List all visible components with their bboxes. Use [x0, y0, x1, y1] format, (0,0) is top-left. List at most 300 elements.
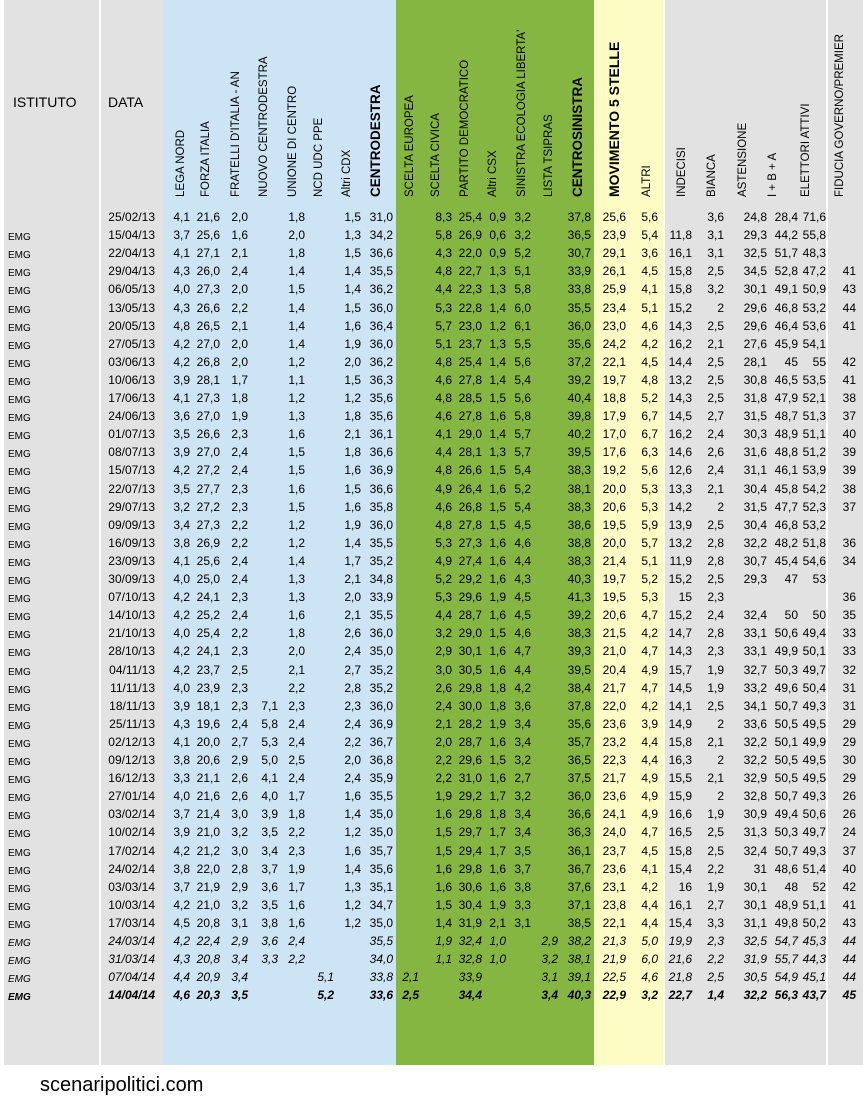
- cell-astensione: 31,5: [743, 409, 767, 424]
- cell-bianca: 2,5: [707, 372, 724, 387]
- cell-ibaa: 44,2: [774, 228, 798, 243]
- cell-data: 10/02/14: [108, 825, 155, 840]
- cell-m5s: 22,1: [602, 354, 626, 369]
- cell-lega-nord: 3,4: [173, 517, 190, 532]
- cell-centrodestra: 34,2: [369, 228, 393, 243]
- cell-lega-nord: 3,8: [173, 861, 190, 876]
- cell-altri-cdx: 1,7: [344, 553, 361, 568]
- cell-altri: 4,4: [641, 753, 658, 767]
- cell-istituto: EMG: [8, 883, 31, 895]
- cell-fdi: 1,9: [231, 409, 248, 424]
- cell-istituto: EMG: [8, 757, 31, 768]
- cell-centrodestra: 35,0: [369, 825, 393, 840]
- cell-altri-csx: 1,5: [489, 517, 506, 532]
- cell-altri-cdx: 1,8: [344, 445, 361, 460]
- cell-altri: 4,2: [641, 336, 658, 351]
- cell-fdi: 3,5: [231, 988, 248, 1003]
- cell-m5s: 26,1: [602, 264, 626, 279]
- cell-istituto: EMG: [8, 738, 31, 750]
- cell-elettori: 53,6: [802, 318, 826, 333]
- cell-istituto: EMG: [8, 304, 31, 316]
- cell-ncd: 3,3: [261, 952, 278, 967]
- cell-elettori: 50,1: [802, 644, 826, 659]
- cell-udc: 1,3: [288, 409, 305, 424]
- cell-astensione: 31,6: [743, 445, 767, 460]
- cell-pd: 28,2: [458, 716, 482, 731]
- cell-altri-csx: 1,8: [489, 807, 506, 822]
- cell-fdi: 2,4: [231, 463, 248, 478]
- cell-sel: 4,3: [514, 572, 531, 586]
- cell-altri: 6,7: [641, 409, 658, 424]
- cell-astensione: 30,8: [743, 372, 767, 387]
- cell-indecisi: 21,6: [668, 952, 692, 967]
- cell-data: 10/06/13: [108, 372, 155, 387]
- cell-bianca: 2,5: [707, 970, 724, 985]
- cell-pd: 29,0: [458, 427, 482, 442]
- cell-altri-cdx: 2,4: [344, 644, 361, 659]
- cell-ibaa: 48,6: [774, 861, 798, 876]
- cell-m5s: 21,4: [602, 553, 626, 568]
- cell-istituto: EMG: [8, 847, 31, 859]
- cell-data: 06/05/13: [108, 282, 155, 297]
- cell-ibaa: 48,7: [774, 409, 798, 424]
- cell-forza-italia: 25,0: [196, 572, 220, 586]
- cell-centrosinistra: 38,6: [567, 517, 591, 532]
- cell-altri-csx: 1,0: [489, 934, 506, 948]
- cell-tsipras: 2,9: [541, 934, 558, 948]
- cell-tsipras: 3,1: [541, 970, 558, 985]
- cell-fdi: 2,0: [231, 210, 248, 224]
- cell-centrodestra: 36,8: [369, 753, 393, 767]
- cell-istituto: EMG: [8, 395, 31, 406]
- cell-bianca: 2: [717, 789, 724, 804]
- cell-udc: 2,2: [288, 680, 305, 695]
- cell-data: 27/01/14: [108, 789, 155, 804]
- cell-data: 25/02/13: [108, 210, 155, 224]
- cell-altri: 5,1: [641, 300, 658, 315]
- cell-m5s: 21,5: [602, 626, 626, 641]
- cell-ibaa: 51,7: [774, 246, 798, 261]
- cell-pd: 30,6: [458, 879, 482, 894]
- cell-m5s: 20,0: [602, 535, 626, 550]
- cell-fiducia: 44: [842, 300, 856, 315]
- cell-m5s: 19,2: [602, 463, 626, 478]
- cell-m5s: 23,0: [602, 318, 626, 333]
- cell-m5s: 22,5: [602, 970, 626, 985]
- cell-ncd: 4,0: [261, 789, 278, 804]
- cell-data: 18/11/13: [109, 698, 155, 713]
- header-centrodestra: CENTRODESTRA: [368, 84, 383, 197]
- cell-altri-cdx: 1,5: [344, 246, 361, 261]
- cell-altri: 4,5: [641, 843, 658, 858]
- cell-centrodestra: 35,0: [369, 915, 393, 930]
- cell-centrosinistra: 36,0: [567, 318, 591, 333]
- cell-udc: 2,3: [288, 843, 305, 858]
- cell-altri-csx: 1,5: [489, 626, 506, 641]
- cell-scelta-civica: 4,9: [435, 481, 452, 496]
- cell-ibaa: 50,5: [774, 716, 798, 731]
- cell-elettori: 47,2: [802, 264, 826, 279]
- header-istituto: ISTITUTO: [13, 94, 77, 110]
- cell-centrosinistra: 36,0: [567, 789, 591, 804]
- cell-lega-nord: 4,1: [173, 734, 190, 749]
- cell-indecisi: 15,8: [668, 734, 692, 749]
- cell-elettori: 52,3: [802, 499, 826, 514]
- cell-lega-nord: 4,3: [173, 264, 190, 279]
- cell-astensione: 24,8: [743, 210, 767, 224]
- cell-fiducia: 45: [842, 988, 856, 1003]
- cell-altri: 6,7: [641, 427, 658, 442]
- cell-lega-nord: 3,8: [173, 535, 190, 550]
- cell-data: 23/09/13: [108, 553, 155, 568]
- cell-centrosinistra: 37,6: [567, 879, 591, 894]
- cell-centrosinistra: 39,5: [567, 662, 591, 677]
- cell-bianca: 2,8: [707, 553, 724, 568]
- cell-sel: 3,8: [514, 879, 531, 894]
- cell-indecisi: 21,8: [668, 970, 692, 985]
- cell-istituto: EMG: [8, 431, 31, 443]
- cell-pd: 28,7: [458, 608, 482, 623]
- cell-istituto: EMG: [8, 630, 31, 642]
- cell-altri-csx: 0,6: [489, 228, 506, 243]
- cell-scelta-civica: 1,5: [435, 825, 452, 840]
- cell-ibaa: 49,6: [774, 680, 798, 695]
- cell-pd: 27,8: [458, 372, 482, 387]
- cell-ibaa: 50,6: [774, 626, 798, 641]
- cell-scelta-civica: 1,4: [435, 915, 452, 930]
- cell-fdi: 2,5: [231, 662, 248, 677]
- cell-data: 17/02/14: [108, 843, 155, 858]
- header-ncd: NUOVO CENTRODESTRA: [258, 56, 270, 197]
- cell-ncd: 3,9: [261, 807, 278, 822]
- cell-pd: 31,0: [458, 771, 482, 786]
- cell-m5s: 25,6: [602, 210, 626, 224]
- cell-indecisi: 14,7: [668, 626, 692, 641]
- cell-ibaa: 49,4: [774, 807, 798, 822]
- cell-centrodestra: 34,8: [369, 572, 393, 586]
- cell-centrosinistra: 37,1: [567, 897, 591, 912]
- cell-altri-cdx: 1,5: [344, 372, 361, 387]
- cell-elettori: 45,1: [802, 970, 826, 985]
- cell-indecisi: 15,5: [668, 771, 692, 786]
- cell-elettori: 49,5: [802, 753, 826, 767]
- cell-elettori: 49,7: [802, 825, 826, 840]
- cell-centrosinistra: 39,1: [567, 970, 591, 985]
- cell-fiducia: 41: [842, 372, 856, 387]
- cell-udc: 1,2: [288, 535, 305, 550]
- cell-ibaa: 55,7: [774, 952, 798, 967]
- cell-forza-italia: 20,8: [196, 915, 220, 930]
- cell-ibaa: 45,9: [774, 336, 798, 351]
- cell-bianca: 2,7: [707, 409, 724, 424]
- cell-sel: 3,6: [514, 698, 531, 713]
- cell-forza-italia: 19,6: [196, 716, 220, 731]
- cell-udc: 2,4: [288, 734, 305, 749]
- header-data: DATA: [108, 94, 144, 110]
- cell-sel: 5,5: [514, 336, 531, 351]
- cell-lega-nord: 4,2: [173, 897, 190, 912]
- cell-pd: 22,8: [458, 300, 482, 315]
- cell-astensione: 32,7: [743, 662, 767, 677]
- cell-istituto: EMG: [8, 557, 31, 569]
- cell-pd: 30,4: [458, 897, 482, 912]
- cell-indecisi: 15,2: [668, 300, 692, 315]
- cell-indecisi: 13,2: [668, 535, 692, 550]
- cell-udc: 1,5: [288, 282, 305, 297]
- cell-forza-italia: 20,3: [196, 988, 220, 1003]
- cell-forza-italia: 23,7: [196, 662, 220, 677]
- cell-forza-italia: 26,8: [196, 354, 220, 369]
- cell-udc: 2,5: [288, 753, 305, 767]
- header-sel: SINISTRA ECOLOGIA LIBERTA': [516, 29, 528, 197]
- cell-centrodestra: 33,8: [369, 970, 393, 985]
- cell-altri-csx: 1,9: [489, 716, 506, 731]
- cell-forza-italia: 27,0: [196, 336, 220, 351]
- cell-scelta-civica: 1,5: [435, 843, 452, 858]
- cell-m5s: 19,7: [602, 372, 626, 387]
- cell-data: 20/05/13: [108, 318, 155, 333]
- cell-data: 08/07/13: [108, 445, 155, 460]
- cell-altri: 5,2: [641, 572, 658, 586]
- cell-udc: 1,2: [288, 391, 305, 405]
- cell-astensione: 30,7: [743, 553, 767, 568]
- cell-pd: 32,8: [458, 952, 482, 967]
- cell-indecisi: 16,1: [668, 897, 692, 912]
- cell-altri-csx: 1,6: [489, 662, 506, 677]
- cell-pd: 29,8: [458, 807, 482, 822]
- cell-data: 22/04/13: [108, 246, 155, 261]
- cell-ibaa: 54,9: [774, 970, 798, 985]
- cell-centrosinistra: 36,3: [567, 825, 591, 840]
- cell-bianca: 2,4: [707, 427, 724, 442]
- cell-pd: 22,3: [458, 282, 482, 297]
- cell-lega-nord: 4,1: [173, 391, 190, 405]
- cell-fdi: 1,8: [231, 391, 248, 405]
- cell-altri-cdx: 1,3: [344, 879, 361, 894]
- cell-fdi: 2,3: [231, 644, 248, 659]
- cell-centrosinistra: 39,3: [567, 644, 591, 659]
- cell-sel: 5,2: [514, 246, 531, 261]
- cell-bianca: 2,8: [707, 535, 724, 550]
- cell-altri-csx: 1,6: [489, 481, 506, 496]
- cell-indecisi: 22,7: [668, 988, 692, 1003]
- cell-altri-cdx: 2,7: [344, 662, 361, 677]
- cell-indecisi: 19,9: [668, 934, 692, 948]
- cell-indecisi: 15,9: [668, 789, 692, 804]
- cell-altri-csx: 1,2: [489, 318, 506, 333]
- cell-altri-csx: 1,6: [489, 734, 506, 749]
- cell-elettori: 51,1: [802, 427, 826, 442]
- header-pd: PARTITO DEMOCRATICO: [459, 59, 471, 197]
- cell-elettori: 49,5: [802, 771, 826, 786]
- cell-fdi: 3,2: [231, 897, 248, 912]
- cell-astensione: 29,3: [743, 228, 767, 243]
- cell-istituto: EMG: [8, 485, 31, 497]
- cell-istituto: EMG: [8, 521, 31, 533]
- cell-fdi: 2,7: [231, 734, 248, 749]
- cell-centrodestra: 36,0: [369, 698, 393, 713]
- cell-altri-cdx: 1,3: [344, 228, 361, 243]
- cell-bianca: 2,4: [707, 608, 724, 623]
- cell-centrodestra: 34,0: [369, 952, 393, 967]
- cell-bianca: 2: [717, 300, 724, 315]
- cell-altri-csx: 1,9: [489, 590, 506, 605]
- cell-altri-cdx: 1,5: [344, 210, 361, 224]
- header-ncd-udc-ppe: NCD UDC PPE: [313, 117, 325, 197]
- cell-astensione: 34,1: [743, 698, 767, 713]
- cell-indecisi: 15,2: [668, 608, 692, 623]
- cell-altri-csx: 1,6: [489, 644, 506, 659]
- cell-altri-cdx: 1,6: [344, 463, 361, 478]
- cell-centrosinistra: 40,3: [567, 572, 591, 586]
- cell-fdi: 2,4: [231, 572, 248, 586]
- cell-udc: 1,8: [288, 626, 305, 641]
- cell-udc: 1,8: [288, 246, 305, 261]
- cell-altri-csx: 1,6: [489, 553, 506, 568]
- header-scelta-civica: SCELTA CIVICA: [430, 113, 442, 197]
- cell-altri: 3,6: [641, 246, 658, 261]
- cell-pd: 31,9: [458, 915, 482, 930]
- cell-istituto: EMG: [8, 865, 31, 877]
- cell-altri-cdx: 1,4: [344, 264, 361, 279]
- cell-pd: 25,4: [458, 354, 482, 369]
- cell-bianca: 2,8: [707, 626, 724, 641]
- cell-fiducia: 37: [842, 843, 856, 858]
- cell-indecisi: 14,2: [668, 499, 692, 514]
- cell-pd: 29,7: [458, 825, 482, 840]
- cell-forza-italia: 22,4: [196, 934, 220, 948]
- cell-udc: 1,7: [288, 879, 305, 894]
- cell-forza-italia: 20,8: [196, 952, 220, 967]
- cell-altri-csx: 1,7: [489, 825, 506, 840]
- cell-lega-nord: 4,1: [173, 246, 190, 261]
- cell-pd: 30,1: [458, 644, 482, 659]
- cell-fiducia: 41: [842, 264, 856, 279]
- cell-fdi: 2,4: [231, 553, 248, 568]
- cell-bianca: 3,6: [707, 210, 724, 224]
- cell-indecisi: 14,5: [668, 680, 692, 695]
- cell-centrosinistra: 38,1: [567, 952, 591, 967]
- cell-fdi: 2,3: [231, 698, 248, 713]
- cell-fiducia: 32: [842, 662, 856, 677]
- cell-istituto: EMG: [8, 901, 31, 913]
- cell-pd: 28,5: [458, 391, 482, 405]
- cell-fiducia: 39: [842, 463, 856, 478]
- cell-forza-italia: 27,3: [196, 282, 220, 297]
- cell-udc: 1,6: [288, 481, 305, 496]
- cell-altri: 5,0: [641, 934, 658, 948]
- cell-sel: 3,4: [514, 807, 531, 822]
- cell-udc: 1,4: [288, 336, 305, 351]
- cell-istituto: EMG: [8, 702, 31, 714]
- cell-altri-cdx: 2,0: [344, 753, 361, 767]
- cell-lega-nord: 4,5: [173, 915, 190, 930]
- cell-fdi: 1,6: [231, 228, 248, 243]
- cell-udc: 1,3: [288, 590, 305, 605]
- cell-sel: 5,8: [514, 282, 531, 297]
- cell-scelta-civica: 4,8: [435, 517, 452, 532]
- cell-astensione: 27,6: [743, 336, 767, 351]
- cell-elettori: 49,3: [802, 843, 826, 858]
- cell-fiducia: 40: [842, 427, 856, 442]
- cell-centrosinistra: 38,1: [567, 481, 591, 496]
- cell-data: 21/10/13: [108, 626, 155, 641]
- cell-m5s: 23,1: [602, 879, 626, 894]
- cell-pd: 29,6: [458, 590, 482, 605]
- cell-fdi: 2,4: [231, 264, 248, 279]
- header-fdi: FRATELLI D'ITALIA - AN: [230, 71, 242, 197]
- cell-istituto: EMG: [8, 793, 31, 805]
- cell-lega-nord: 4,4: [173, 970, 190, 985]
- cell-centrosinistra: 36,7: [567, 861, 591, 876]
- cell-pd: 33,9: [458, 970, 482, 985]
- cell-data: 30/09/13: [108, 572, 155, 586]
- cell-bianca: 1,9: [707, 879, 724, 894]
- cell-m5s: 20,6: [602, 499, 626, 514]
- cell-sel: 4,5: [514, 590, 531, 605]
- cell-bianca: 2,5: [707, 354, 724, 369]
- cell-ibaa: 48,2: [774, 535, 798, 550]
- cell-data: 17/03/14: [108, 915, 155, 930]
- cell-forza-italia: 21,9: [196, 879, 220, 894]
- cell-fdi: 2,6: [231, 771, 248, 786]
- cell-indecisi: 16,6: [668, 807, 692, 822]
- cell-altri-cdx: 1,2: [344, 915, 361, 930]
- cell-m5s: 23,6: [602, 716, 626, 731]
- cell-pd: 27,8: [458, 409, 482, 424]
- cell-sel: 5,6: [514, 391, 531, 405]
- cell-altri: 4,6: [641, 970, 658, 985]
- cell-lega-nord: 4,2: [173, 934, 190, 948]
- cell-sel: 3,2: [514, 789, 531, 804]
- cell-sel: 5,2: [514, 481, 531, 496]
- cell-altri: 4,7: [641, 825, 658, 840]
- cell-centrosinistra: 33,8: [567, 282, 591, 297]
- cell-bianca: 2,2: [707, 861, 724, 876]
- cell-fiducia: 35: [842, 608, 856, 623]
- cell-ncd: 3,5: [261, 825, 278, 840]
- cell-fiducia: 41: [842, 897, 856, 912]
- cell-data: 28/10/13: [108, 644, 155, 659]
- cell-data: 29/07/13: [108, 499, 155, 514]
- cell-m5s: 22,0: [602, 698, 626, 713]
- cell-udc: 2,4: [288, 771, 305, 786]
- cell-tsipras: 3,4: [541, 988, 558, 1003]
- cell-astensione: 33,1: [743, 626, 767, 641]
- cell-pd: 26,8: [458, 499, 482, 514]
- cell-astensione: 32,2: [743, 734, 767, 749]
- cell-indecisi: 15,8: [668, 843, 692, 858]
- cell-bianca: 1,9: [707, 662, 724, 677]
- cell-sel: 5,4: [514, 372, 531, 387]
- cell-centrodestra: 34,7: [369, 897, 393, 912]
- cell-elettori: 50,2: [802, 915, 826, 930]
- cell-sel: 3,2: [514, 210, 531, 224]
- cell-fdi: 2,3: [231, 499, 248, 514]
- cell-pd: 28,1: [458, 445, 482, 460]
- cell-astensione: 30,9: [743, 807, 767, 822]
- cell-pd: 29,4: [458, 843, 482, 858]
- cell-indecisi: 13,2: [668, 372, 692, 387]
- cell-centrodestra: 35,2: [369, 662, 393, 677]
- cell-m5s: 21,0: [602, 644, 626, 659]
- cell-m5s: 19,7: [602, 572, 626, 586]
- cell-astensione: 30,1: [743, 897, 767, 912]
- header-indecisi: INDECISI: [676, 147, 688, 197]
- cell-lega-nord: 3,3: [173, 771, 190, 786]
- cell-forza-italia: 21,0: [196, 897, 220, 912]
- cell-istituto: EMG: [8, 974, 31, 986]
